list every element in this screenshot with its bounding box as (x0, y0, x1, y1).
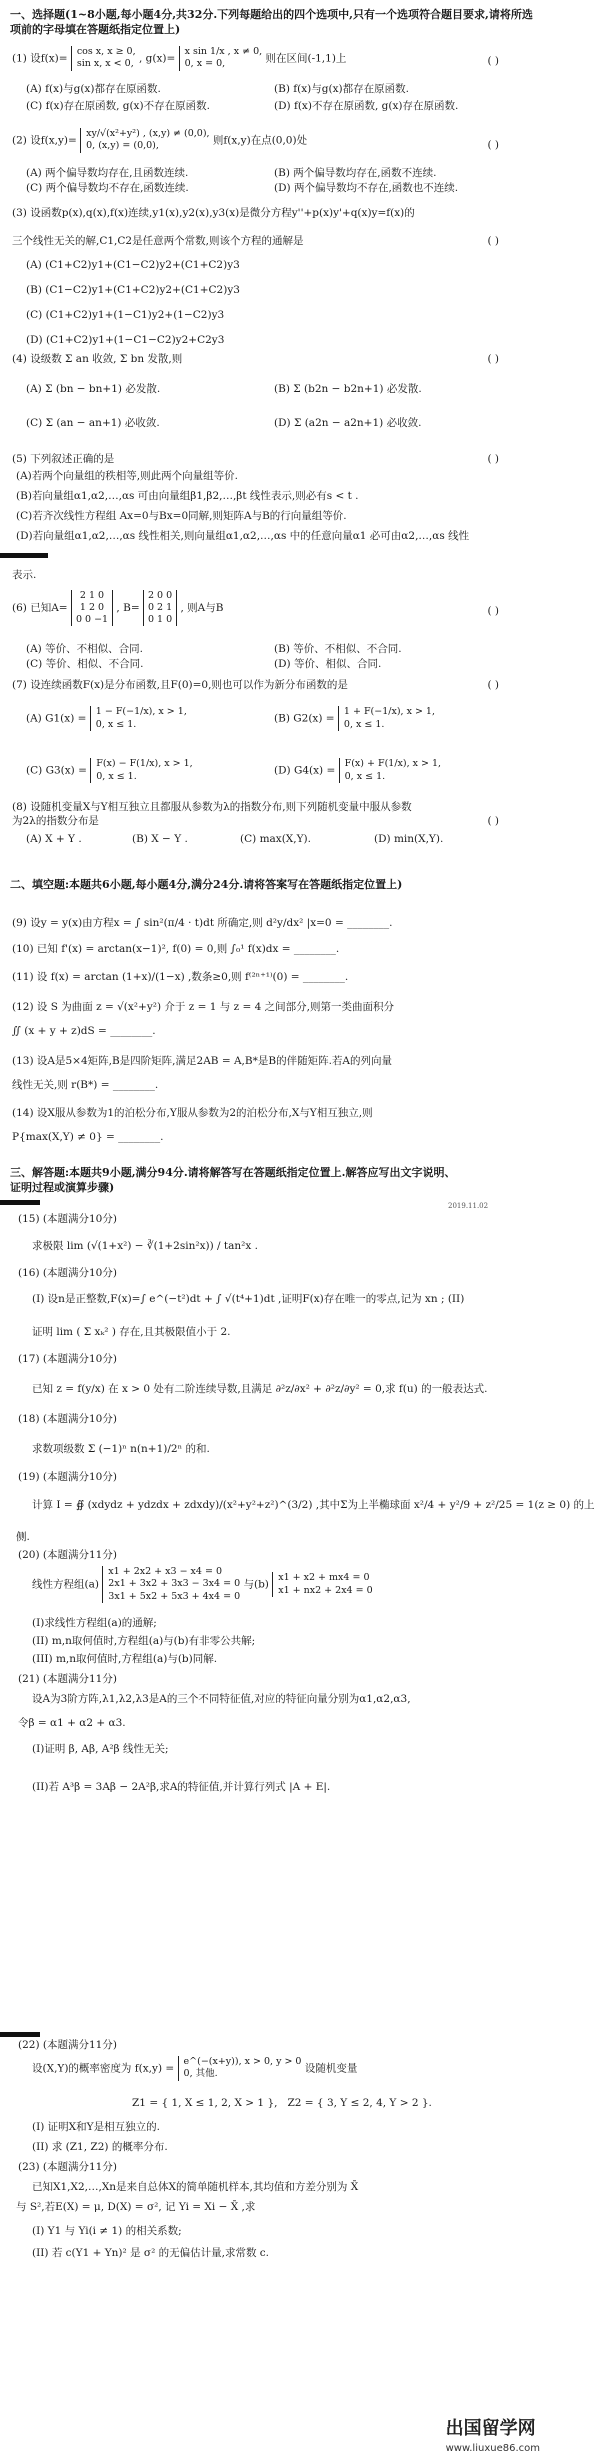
q6-a-row-2: 1 2 0 (79, 601, 105, 613)
q2-option-c: (C) 两个偏导数均不存在,函数连续. (26, 182, 189, 194)
q18-header: (18) (本题满分10分) (18, 1413, 117, 1425)
q4-option-b: (B) Σ (b2n − b2n+1) 必发散. (274, 383, 422, 395)
q6-a-row-1: 2 1 0 (79, 590, 105, 601)
q20-b-eq-1: x1 + x2 + mx4 = 0 (278, 1572, 370, 1584)
q20-a-eq-1: x1 + 2x2 + x3 − x4 = 0 (108, 1566, 222, 1577)
q7-option-d (274, 758, 441, 783)
q20-label-b: 与(b) (243, 1578, 269, 1591)
q21-header: (21) (本题满分11分) (18, 1673, 117, 1685)
q16-header: (16) (本题满分10分) (18, 1267, 117, 1279)
q7-c-brace (90, 758, 192, 783)
q6-b-row-2: 0 2 1 (147, 601, 173, 613)
section-3-title-line-1: 三、解答题:本题共9小题,满分94分.请将解答写在答题纸指定位置上.解答应写出文字说明、 (10, 1166, 456, 1179)
section-3-questions-cont (12, 2038, 527, 2266)
q7-c-piece-2: 0, x ≤ 1. (96, 770, 137, 782)
q8-option-c: (C) max(X,Y). (240, 833, 311, 846)
q6-mid: , B= (116, 601, 140, 614)
q6-tail: , 则A与B (180, 601, 224, 614)
q7-option-c (26, 758, 193, 783)
q20-systems (32, 1566, 527, 1616)
q22-z1: Z1 = { 1, X ≤ 1, 2, X > 1 }, (132, 2097, 278, 2109)
section-3-questions (12, 1212, 595, 1804)
q8-option-b: (B) X − Y . (132, 833, 188, 846)
q6-a-row-3: 0 0 −1 (75, 613, 109, 625)
q6-stem: (6) 已知A= (12, 601, 68, 614)
page-break-bar-3 (0, 2032, 40, 2037)
q21-part-2: (II)若 A³β = 3Aβ − 2A²β,求A的特征值,并计算行列式 |A + E|. (32, 1781, 331, 1793)
q7-c-label: (C) G3(x) = (26, 764, 87, 777)
q22-density-brace (178, 2056, 302, 2081)
q10: (10) 已知 f'(x) = arctan(x−1)², f(0) = 0,则 ∫₀¹ f(x)dx = ________. (12, 943, 340, 955)
q23-line-1: 已知X1,X2,…,Xn是来自总体X的简单随机样本,其均值和方差分别为 X̄ (32, 2181, 359, 2193)
q17-header: (17) (本题满分10分) (18, 1353, 117, 1365)
q4-option-d: (D) Σ (a2n − a2n+1) 必收敛. (274, 417, 422, 429)
q22-z-defs (132, 2088, 527, 2120)
q2-piecewise (80, 128, 209, 153)
q7-d-piece-2: 0, x ≤ 1. (344, 770, 386, 782)
q13-line-1: (13) 设A是5×4矩阵,B是四阶矩阵,满足2AB = A,B*是B的伴随矩阵.若A的列向量 (12, 1055, 392, 1067)
q1-option-a: (A) f(x)与g(x)都存在原函数. (26, 83, 161, 95)
q1-tail: 则在区间(-1,1)上 (265, 52, 347, 65)
q7-d-brace (339, 758, 441, 783)
q7-b-piece-1: 1 + F(−1/x), x > 1, (343, 706, 435, 718)
q5-answer-paren: ( ) (487, 453, 499, 465)
q3-line-1: (3) 设函数p(x),q(x),f(x)连续,y1(x),y2(x),y3(x)是微分方程y''+p(x)y'+q(x)y=f(x)的 (12, 207, 415, 219)
q12-line-2: ∬ (x + y + z)dS = ________. (12, 1025, 156, 1037)
question-2 (12, 128, 527, 198)
q20-header: (20) (本题满分11分) (18, 1549, 117, 1561)
q20-part-3: (III) m,n取何值时,方程组(a)与(b)同解. (32, 1653, 218, 1665)
q7-b-label: (B) G2(x) = (274, 712, 335, 725)
q6-matrix-b (143, 590, 177, 626)
q19-body: 计算 I = ∯ (xdydz + ydzdx + zdxdy)/(x²+y²+z²)^(3/2) ,其中Σ为上半椭球面 x²/4 + y²/9 + z²/25 = 1(z ≥ 0) 的上 (32, 1499, 595, 1511)
q7-b-piece-2: 0, x ≤ 1. (343, 718, 385, 730)
q22-header: (22) (本题满分11分) (18, 2039, 117, 2051)
q7-answer-paren: ( ) (487, 679, 499, 691)
q22-part-1: (I) 证明X和Y是相互独立的. (32, 2121, 160, 2133)
q6-answer-paren: ( ) (487, 605, 499, 617)
q2-tail: 则f(x,y)在点(0,0)处 (212, 134, 308, 147)
q4-option-a: (A) Σ (bn − bn+1) 必发散. (26, 383, 161, 395)
q11: (11) 设 f(x) = arctan (1+x)/(1−x) ,数条≥0,则 f⁽²ⁿ⁺¹⁾(0) = ________. (12, 971, 349, 983)
q20-a-eq-3: 3x1 + 5x2 + 5x3 + 4x4 = 0 (108, 1590, 241, 1602)
q1-g-label: , g(x)= (138, 52, 176, 65)
q15-header: (15) (本题满分10分) (18, 1213, 117, 1225)
q20-part-2: (II) m,n取何值时,方程组(a)与(b)有非零公共解; (32, 1635, 256, 1647)
page-break-bar (0, 553, 48, 558)
q7-option-b (274, 706, 435, 731)
question-1 (12, 46, 527, 116)
q5-option-c: (C)若齐次线性方程组 Ax=0与Bx=0同解,则矩阵A与B的行向量组等价. (16, 510, 347, 523)
q7-d-label: (D) G4(x) = (274, 764, 336, 777)
q22-part-2: (II) 求 (Z1, Z2) 的概率分布. (32, 2141, 168, 2153)
q1-piecewise-f (71, 46, 136, 71)
q12-line-1: (12) 设 S 为曲面 z = √(x²+y²) 介于 z = 1 与 z = 4 之间部分,则第一类曲面积分 (12, 1001, 394, 1013)
q22-density-label: 设(X,Y)的概率密度为 f(x,y) = (32, 2062, 175, 2075)
q7-d-piece-1: F(x) + F(1/x), x > 1, (344, 758, 442, 770)
q23-part-2: (II) 若 c(Y1 + Yn)² 是 σ² 的无偏估计量,求常数 c. (32, 2247, 270, 2259)
q6-b-row-3: 0 1 0 (147, 613, 173, 625)
q23-header: (23) (本题满分11分) (18, 2161, 117, 2173)
section-2-title: 二、填空题:本题共6小题,每小题4分,满分24分.请将答案写在答题纸指定位置上) (10, 878, 403, 891)
q3-option-d: (D) (C1+C2)y1+(1−C1−C2)y2+C2y3 (26, 334, 225, 347)
q18-body: 求数项级数 Σ (−1)ⁿ n(n+1)/2ⁿ 的和. (32, 1443, 210, 1455)
q3-option-b: (B) (C1−C2)y1+(C1+C2)y2+(C1+C2)y3 (26, 284, 240, 297)
q22-z2: Z2 = { 3, Y ≤ 2, 4, Y > 2 }. (287, 2097, 432, 2109)
q7-option-a (26, 706, 187, 731)
q6-option-a: (A) 等价、不相似、合同. (26, 643, 143, 655)
question-6 (12, 590, 527, 674)
q1-option-d: (D) f(x)不存在原函数, g(x)存在原函数. (274, 100, 459, 112)
question-8 (12, 800, 527, 852)
q21-part-1: (I)证明 β, Aβ, A²β 线性无关; (32, 1743, 169, 1755)
q3-answer-paren: ( ) (487, 235, 499, 248)
q22-rv-label: 设随机变量 (304, 2062, 358, 2075)
q23-line-2: 与 S²,若E(X) = μ, D(X) = σ², 记 Yi = Xi − X̄ ,求 (16, 2201, 256, 2213)
q20-b-eq-2: x1 + nx2 + 2x4 = 0 (278, 1584, 373, 1596)
question-5 (12, 452, 527, 551)
q7-a-piece-2: 0, x ≤ 1. (95, 718, 137, 730)
q5-option-d: (D)若向量组α1,α2,…,αs 线性相关,则向量组α1,α2,…,αs 中的任意向量α1 必可由α2,…,αs 线性 (16, 530, 470, 543)
q8-answer-paren: ( ) (487, 815, 499, 828)
q6-option-c: (C) 等价、相似、不合同. (26, 658, 144, 670)
q8-line-1: (8) 设随机变量X与Y相互独立且都服从参数为λ的指数分布,则下列随机变量中服从参数 (12, 801, 412, 813)
q1-option-c: (C) f(x)存在原函数, g(x)不存在原函数. (26, 100, 210, 112)
q4-stem: (4) 设级数 Σ an 收敛, Σ bn 发散,则 (12, 353, 183, 365)
section-1-title: 一、选择题(1~8小题,每小题4分,共32分.下列每题给出的四个选项中,只有一个选项符合题目要求,请将所选项前的字母填在答题纸指定位置上) (10, 8, 533, 36)
site-watermark (446, 2417, 540, 2455)
question-7 (12, 678, 527, 806)
q3-option-a: (A) (C1+C2)y1+(C1−C2)y2+(C1+C2)y3 (26, 259, 240, 272)
q19-header: (19) (本题满分10分) (18, 1471, 117, 1483)
corner-stamp: 2019.11.02 (448, 1202, 489, 1210)
q2-option-b: (B) 两个偏导数均存在,函数不连续. (274, 167, 437, 179)
q1-g-piece-2: 0, x = 0, (184, 58, 226, 70)
q21-beta: 令β = α1 + α2 + α3. (18, 1717, 126, 1729)
q8-line-2: 为2λ的指数分布是 (12, 815, 99, 828)
q2-piece-2: 0, (x,y) = (0,0), (86, 140, 159, 152)
q2-answer-paren: ( ) (487, 139, 499, 151)
q7-b-brace (338, 706, 435, 731)
q7-a-piece-1: 1 − F(−1/x), x > 1, (95, 706, 187, 718)
q20-label-a: 线性方程组(a) (32, 1578, 99, 1591)
q4-answer-paren: ( ) (487, 353, 499, 365)
q1-g-piece-1: x sin 1/x , x ≠ 0, (184, 46, 263, 57)
q1-answer-paren: ( ) (487, 55, 499, 67)
q16-part-1: (I) 设n是正整数,F(x)=∫ e^(−t²)dt + ∫ √(t⁴+1)dt ,证明F(x)存在唯一的零点,记为 xn ; (II) (32, 1293, 465, 1305)
q5-stem: (5) 下列叙述正确的是 (12, 453, 115, 465)
section-2-questions (12, 908, 527, 1154)
q6-option-b: (B) 等价、不相似、不合同. (274, 643, 402, 655)
q3-line-2: 三个线性无关的解,C1,C2是任意两个常数,则该个方程的通解是 (12, 235, 304, 248)
q1-f-piece-1: cos x, x ≥ 0, (76, 46, 136, 57)
q20-system-b (272, 1572, 372, 1597)
q20-a-eq-2: 2x1 + 3x2 + 3x3 − 3x4 = 0 (108, 1578, 241, 1590)
q19-tail: 侧. (16, 1531, 30, 1543)
q6-option-d: (D) 等价、相似、合同. (274, 658, 382, 670)
q7-a-label: (A) G1(x) = (26, 712, 87, 725)
question-4 (12, 352, 527, 446)
q7-a-brace (90, 706, 187, 731)
q3-option-c: (C) (C1+C2)y1+(1−C1)y2+(1−C2)y3 (26, 309, 225, 322)
q15-body: 求极限 lim (√(1+x²) − ∛(1+2sin²x)) / tan²x . (32, 1240, 258, 1252)
q22-piece-1: e^(−(x+y)), x > 0, y > 0 (183, 2056, 302, 2067)
q14-line-1: (14) 设X服从参数为1的泊松分布,Y服从参数为2的泊松分布,X与Y相互独立,则 (12, 1107, 373, 1119)
q2-piece-1: xy/√(x²+y²) , (x,y) ≠ (0,0), (86, 128, 210, 139)
q16-part-2: 证明 lim ( Σ xₖ² ) 存在,且其极限值小于 2. (32, 1326, 231, 1338)
q22-piece-2: 0, 其他. (183, 2068, 218, 2080)
q2-stem: (2) 设f(x,y)= (12, 134, 77, 147)
q21-body: 设A为3阶方阵,λ1,λ2,λ3是A的三个不同特征值,对应的特征向量分别为α1,α2,α3, (32, 1693, 411, 1705)
section-3-title-line-2: 证明过程或演算步骤) (10, 1180, 115, 1194)
q5-option-d-continued: 表示. (12, 569, 37, 581)
section-3-title (10, 1166, 535, 1196)
q2-option-d: (D) 两个偏导数均不存在,函数也不连续. (274, 182, 459, 194)
q20-system-a (102, 1566, 240, 1603)
q13-line-2: 线性无关,则 r(B*) = ________. (12, 1079, 159, 1091)
q8-option-a: (A) X + Y . (26, 833, 82, 846)
q1-stem: (1) 设f(x)= (12, 52, 68, 65)
q6-matrix-a (71, 590, 113, 626)
q20-part-1: (I)求线性方程组(a)的通解; (32, 1617, 157, 1629)
q1-f-piece-2: sin x, x < 0, (76, 58, 134, 70)
q17-body: 已知 z = f(y/x) 在 x > 0 处有二阶连续导数,且满足 ∂²z/∂x² + ∂²z/∂y² = 0,求 f(u) 的一般表达式. (32, 1383, 488, 1395)
q4-option-c: (C) Σ (an − an+1) 必收敛. (26, 417, 160, 429)
q7-stem: (7) 设连续函数F(x)是分布函数,且F(0)=0,则也可以作为新分布函数的是 (12, 679, 348, 691)
q8-option-d: (D) min(X,Y). (374, 833, 444, 846)
question-3 (12, 206, 527, 358)
q9: (9) 设y = y(x)由方程x = ∫ sin²(π/4 · t)dt 所确定,则 d²y/dx² |x=0 = ________. (12, 917, 393, 929)
q2-option-a: (A) 两个偏导数均存在,且函数连续. (26, 167, 189, 179)
q5-option-a: (A)若两个向量组的秩相等,则此两个向量组等价. (16, 470, 238, 483)
q1-piecewise-g (179, 46, 263, 71)
watermark-url: www.liuxue86.com (445, 2442, 540, 2454)
watermark-title: 出国留学网 (445, 2418, 536, 2440)
q23-part-1: (I) Y1 与 Yi(i ≠ 1) 的相关系数; (32, 2225, 182, 2237)
q14-line-2: P{max(X,Y) ≠ 0} = ________. (12, 1131, 164, 1143)
q22-density (32, 2056, 527, 2088)
q6-b-row-1: 2 0 0 (147, 590, 173, 601)
q5-option-b: (B)若向量组α1,α2,…,αs 可由向量组β1,β2,…,βt 线性表示,则必有s < t . (16, 490, 359, 503)
q1-option-b: (B) f(x)与g(x)都存在原函数. (274, 83, 409, 95)
page-break-bar-2 (0, 1200, 40, 1205)
q7-c-piece-1: F(x) − F(1/x), x > 1, (96, 758, 193, 770)
